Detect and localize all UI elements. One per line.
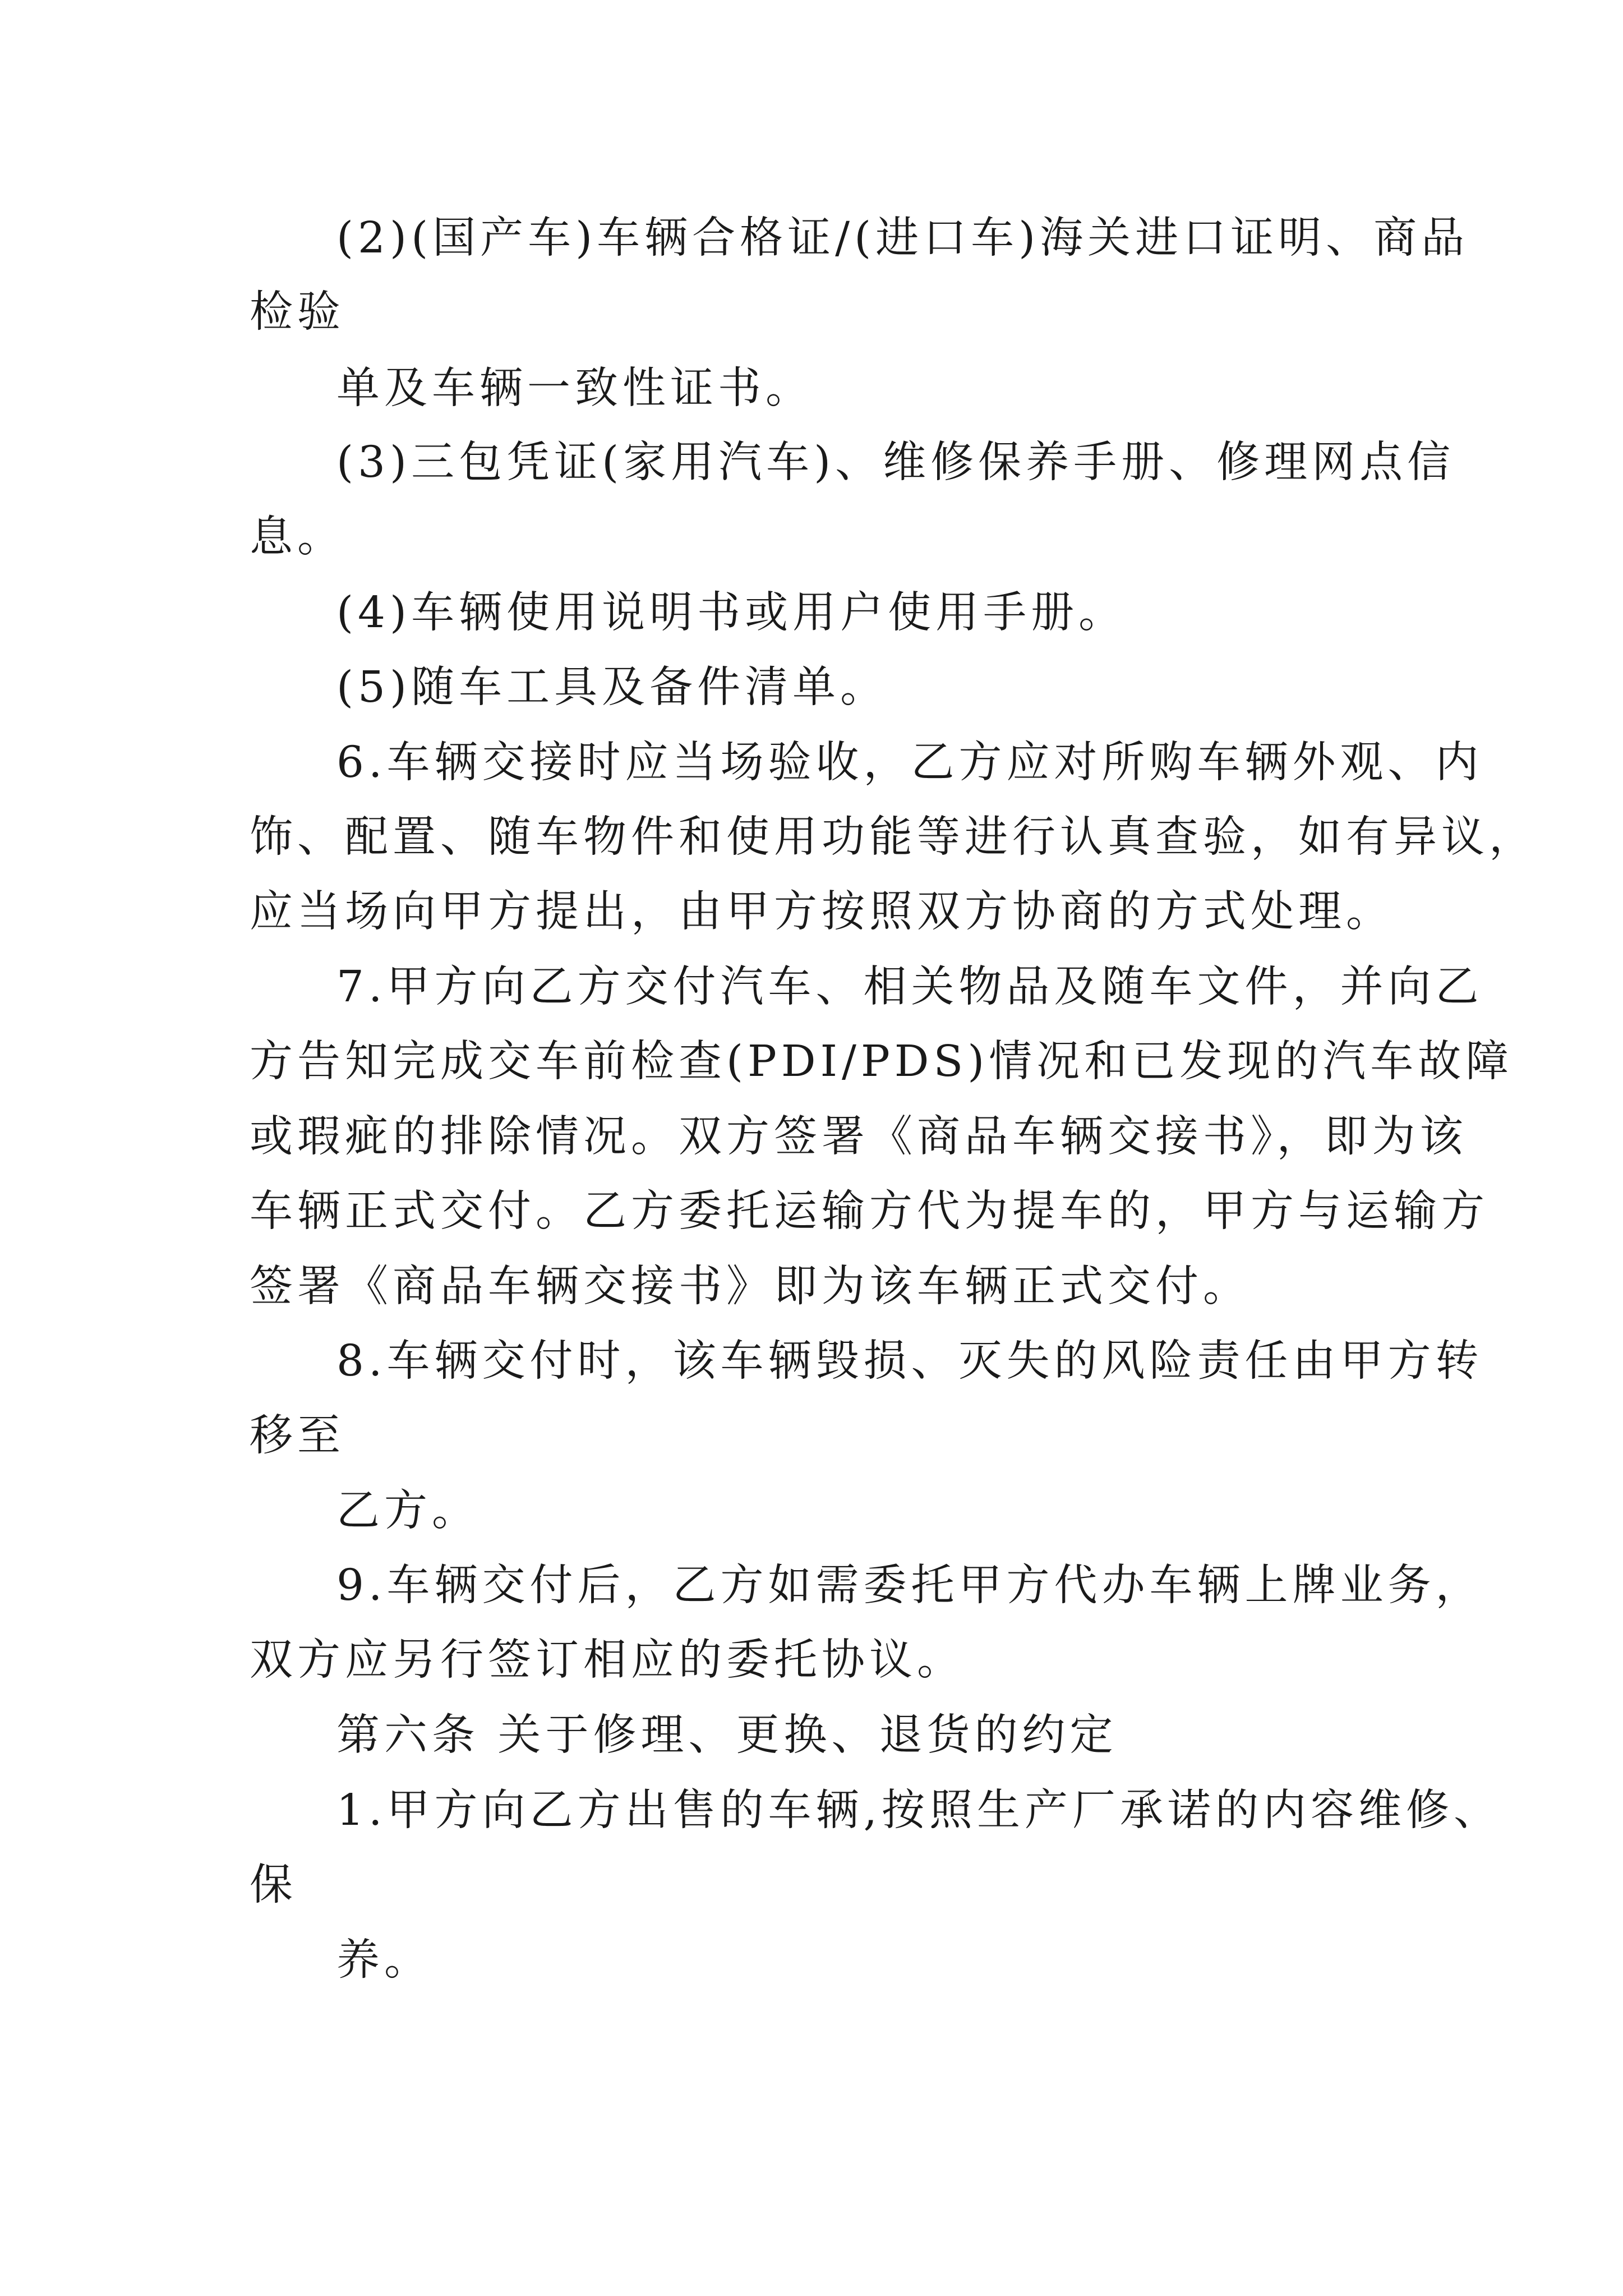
text-line: 应当场向甲方提出，由甲方按照双方协商的方式处理。 <box>250 887 1394 937</box>
text-line: 检验 <box>250 287 345 337</box>
text-line: (2)(国产车)车辆合格证/(进口车)海关进口证明、商品 <box>336 213 1469 263</box>
text-line: 7.甲方向乙方交付汽车、相关物品及随车文件，并向乙 <box>336 962 1483 1012</box>
text-line: 9.车辆交付后，乙方如需委托甲方代办车辆上牌业务， <box>336 1561 1483 1611</box>
text-line: 或瑕疵的排除情况。双方签署《商品车辆交接书》，即为该 <box>250 1112 1468 1162</box>
text-line: 饰、配置、随车物件和使用功能等进行认真查验，如有异议， <box>250 812 1537 862</box>
text-line: 移至 <box>250 1411 345 1461</box>
text-line: 车辆正式交付。乙方委托运输方代为提车的，甲方与运输方 <box>250 1186 1489 1236</box>
text-line: (3)三包凭证(家用汽车)、维修保养手册、修理网点信 <box>336 438 1455 487</box>
text-line: 签署《商品车辆交接书》即为该车辆正式交付。 <box>250 1262 1251 1312</box>
text-line: 保 <box>250 1860 297 1910</box>
text-line: 方告知完成交车前检查(PDI/PDS)情况和已发现的汽车故障 <box>250 1037 1514 1087</box>
text-line: 息。 <box>250 512 345 562</box>
text-line: 8.车辆交付时，该车辆毁损、灭失的风险责任由甲方转 <box>336 1336 1483 1386</box>
text-line: 乙方。 <box>336 1486 479 1536</box>
text-line: (5)随车工具及备件清单。 <box>336 662 888 712</box>
text-line: 养。 <box>336 1935 432 1985</box>
text-line: 1.甲方向乙方出售的车辆,按照生产厂承诺的内容维修、 <box>336 1786 1501 1835</box>
section-heading: 第六条 关于修理、更换、退货的约定 <box>336 1710 1118 1760</box>
text-line: 单及车辆一致性证书。 <box>336 364 813 413</box>
text-line: (4)车辆使用说明书或用户使用手册。 <box>336 588 1127 638</box>
text-line: 6.车辆交接时应当场验收，乙方应对所购车辆外观、内 <box>336 738 1483 788</box>
text-line: 双方应另行签订相应的委托协议。 <box>250 1635 965 1685</box>
